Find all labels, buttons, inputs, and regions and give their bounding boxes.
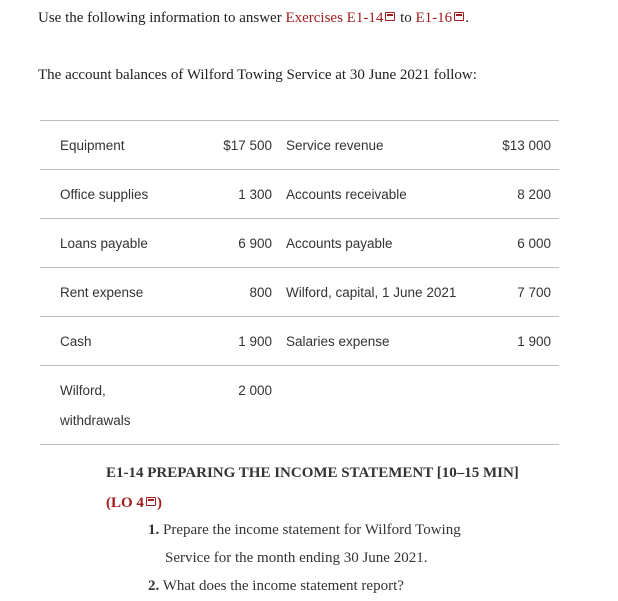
account-amount: $17 500 bbox=[180, 121, 286, 170]
account-name: Equipment bbox=[40, 121, 180, 170]
table-row bbox=[40, 366, 559, 445]
account-amount: 800 bbox=[180, 268, 286, 317]
account-name: Loans payable bbox=[40, 219, 180, 268]
exercise-e1-16-link[interactable]: E1-16 bbox=[415, 10, 453, 26]
task-text: What does the income statement report? bbox=[162, 578, 404, 594]
external-link-icon[interactable] bbox=[454, 12, 464, 21]
account-name: Salaries expense bbox=[286, 317, 469, 366]
lo-open: ( bbox=[106, 495, 111, 511]
table-row bbox=[40, 268, 559, 317]
task-text: Prepare the income statement for Wilford Towing bbox=[163, 522, 461, 538]
account-name bbox=[286, 366, 469, 445]
account-amount bbox=[469, 366, 559, 445]
lo-4-link[interactable]: LO 4 bbox=[111, 495, 144, 511]
account-name: Service revenue bbox=[286, 121, 469, 170]
table-row bbox=[40, 219, 559, 268]
exercises-e1-14-link[interactable]: Exercises E1-14 bbox=[285, 10, 384, 26]
task-number: 2. bbox=[148, 578, 160, 594]
balances-heading: The account balances of Wilford Towing Service at 30 June 2021 follow: bbox=[38, 67, 477, 83]
account-amount: 1 300 bbox=[180, 170, 286, 219]
exercise-title bbox=[106, 458, 566, 518]
intro-after: . bbox=[465, 10, 469, 26]
external-link-icon[interactable] bbox=[385, 12, 395, 21]
intro-text bbox=[38, 10, 469, 27]
list-item bbox=[148, 516, 548, 572]
account-name: Wilford, withdrawals bbox=[40, 366, 180, 445]
account-name: Rent expense bbox=[40, 268, 180, 317]
account-name: Accounts payable bbox=[286, 219, 469, 268]
task-text-continued: Service for the month ending 30 June 2021. bbox=[165, 550, 428, 566]
table-row bbox=[40, 170, 559, 219]
exercise-title-text: E1-14 PREPARING THE INCOME STATEMENT [10–15 MIN] bbox=[106, 465, 519, 481]
task-list bbox=[148, 516, 548, 600]
table-row bbox=[40, 317, 559, 366]
account-name: Accounts receivable bbox=[286, 170, 469, 219]
account-name: Office supplies bbox=[40, 170, 180, 219]
account-name: Wilford, capital, 1 June 2021 bbox=[286, 268, 469, 317]
task-number: 1. bbox=[148, 522, 160, 538]
intro-middle: to bbox=[396, 10, 416, 26]
intro-before: Use the following information to answer bbox=[38, 10, 286, 26]
account-amount: 6 900 bbox=[180, 219, 286, 268]
account-amount: 8 200 bbox=[469, 170, 559, 219]
account-amount: 2 000 bbox=[180, 366, 286, 445]
table-row bbox=[40, 121, 559, 170]
account-amount: 6 000 bbox=[469, 219, 559, 268]
account-amount: $13 000 bbox=[469, 121, 559, 170]
account-amount: 1 900 bbox=[469, 317, 559, 366]
lo-close: ) bbox=[156, 495, 162, 511]
external-link-icon[interactable] bbox=[146, 497, 156, 506]
account-balances-table bbox=[40, 120, 559, 445]
list-item bbox=[148, 572, 548, 600]
account-amount: 7 700 bbox=[469, 268, 559, 317]
account-name: Cash bbox=[40, 317, 180, 366]
account-amount: 1 900 bbox=[180, 317, 286, 366]
